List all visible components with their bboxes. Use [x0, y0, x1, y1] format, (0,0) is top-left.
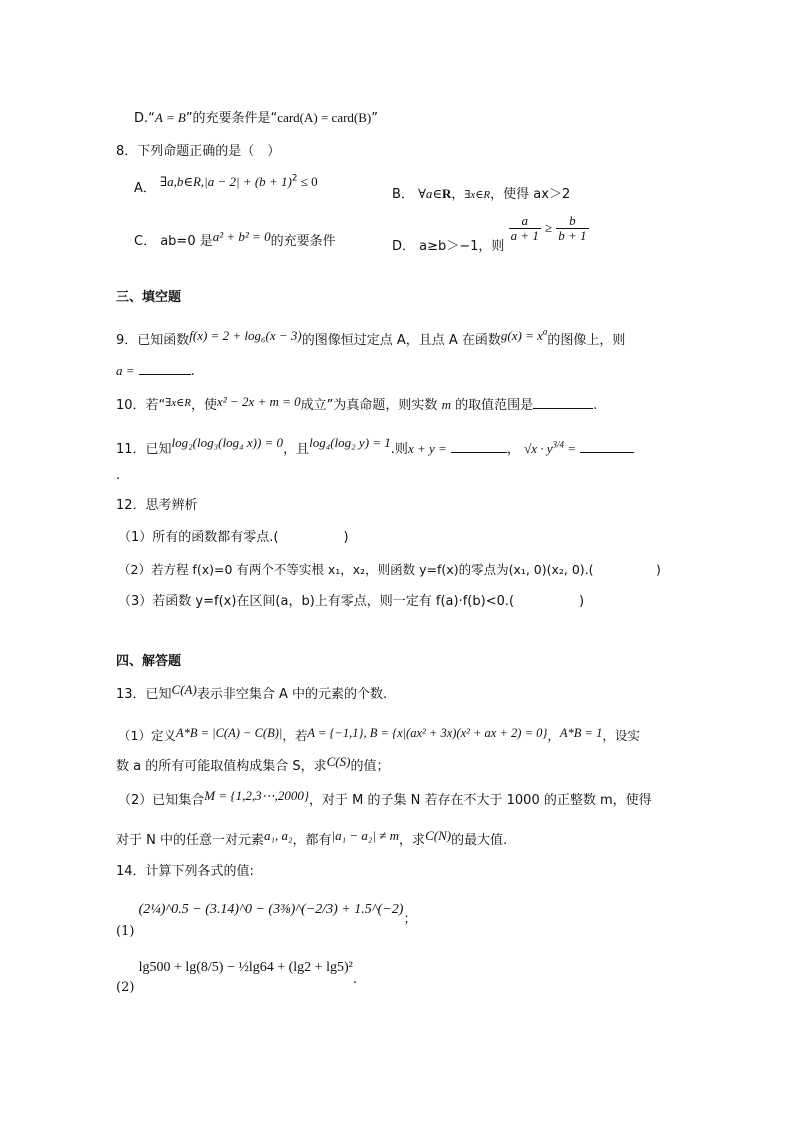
- q13-p1-text3: ，: [547, 728, 560, 743]
- q9-text1: 9．已知函数: [116, 333, 190, 348]
- q7-d-expr: A = B: [154, 110, 186, 125]
- q13-p2-expr2: a₁, a₂: [264, 828, 293, 843]
- q8-b-expr2: ∃x∈R: [464, 189, 491, 201]
- q8-c-label: C．: [134, 234, 157, 249]
- q9-text3: 的图像上，则: [547, 333, 626, 348]
- q9-expr2: g(x) = x: [500, 328, 543, 343]
- q8-b-expr1: ∀a∈: [418, 186, 443, 201]
- q13-p1-expr1: A*B = |C(A) − C(B)|: [175, 726, 283, 740]
- q8-d-den1: a + 1: [510, 228, 539, 243]
- q13-p1-text1: （1）定义: [118, 728, 176, 743]
- q10-answer-blank[interactable]: [533, 396, 593, 409]
- q8-d-den2: b + 1: [558, 228, 587, 243]
- q10-text1: 10．若“: [116, 398, 166, 413]
- q14-p2-label: (2): [116, 980, 135, 995]
- q13-p2-text2: ，对于 M 的子集 N 若存在不大于 1000 的正整数 m，使得: [309, 793, 652, 808]
- q11-comma: ，: [506, 442, 520, 457]
- q13-p2-line2c: ，求: [399, 833, 426, 848]
- q10-var: m: [441, 397, 451, 412]
- q11-text1: 11．已知: [116, 442, 172, 457]
- q9-answer-blank[interactable]: [139, 362, 191, 375]
- q11-expr3: x + y =: [407, 441, 447, 456]
- q8-d-num2: b: [556, 214, 588, 229]
- q13-p1-expr3: A*B = 1: [559, 726, 603, 740]
- q14-part1: [116, 900, 417, 939]
- q11-expr2: log₄(log₂ y) = 1: [309, 435, 391, 450]
- q11-blank-2[interactable]: [580, 440, 634, 453]
- q8-d-ge: ≥: [545, 220, 553, 235]
- q12-item-3: （3）若函数 y=f(x)在区间(a，b)上有零点，则一定有 f(a)·f(b)<0.( ): [118, 594, 585, 609]
- q13-p2-text1: （2）已知集合: [118, 793, 205, 808]
- section-3-heading: 三、填空题: [116, 290, 182, 305]
- q9-expr1: f(x) = 2 + log₆(x − 3): [189, 328, 302, 343]
- q7-d-mid: ”的充要条件是“: [185, 111, 278, 126]
- q13-p1-line2b: 的值；: [350, 759, 390, 774]
- q8-option-b: [392, 186, 570, 203]
- q13-p2-line2a: 对于 N 中的任意一对元素: [116, 833, 264, 848]
- q12-item-2: （2）若方程 f(x)=0 有两个不等实根 x₁，x₂，则函数 y=f(x)的零点为(x₁, 0)(x₂, 0).( ): [118, 562, 661, 577]
- q11-tail: .: [116, 468, 121, 483]
- q13-expr1: C(A): [171, 682, 197, 697]
- q9-text2: 的图像恒过定点 A，且点 A 在函数: [301, 333, 501, 348]
- q8-b-tail: ，使得 ax＞2: [490, 187, 571, 202]
- q8-b-mid: ，: [451, 187, 465, 202]
- q14-p2-tail: .: [352, 972, 357, 987]
- q14-p1-expr: (2¼)^0.5 − (3.14)^0 − (3⅜)^(−2/3) + 1.5^(−2): [138, 902, 404, 917]
- q13-p2-expr4: C(N): [425, 828, 452, 843]
- q10-tail: .: [593, 398, 598, 413]
- q13-text2: 表示非空集合 A 中的元素的个数.: [196, 687, 388, 702]
- q10-text2: ，使: [191, 398, 218, 413]
- q8-d-num1: a: [509, 214, 541, 229]
- q11-text2: ，且: [283, 442, 310, 457]
- q13-p2-expr3: |a₁ − a₂| ≠ m: [331, 828, 400, 843]
- q8-a-expr: ∃a,b∈R,|a − 2| + (b + 1): [160, 174, 292, 189]
- q7-d-prefix: D.“: [134, 111, 155, 126]
- q13-stem: [116, 682, 388, 703]
- q11-text3: .则: [390, 442, 408, 457]
- q9-line2: [116, 362, 195, 380]
- q14-part2: [116, 958, 357, 995]
- q9-answer-label: a =: [116, 363, 135, 378]
- q8-d-frac2: [556, 214, 588, 243]
- q8-option-a: A． ∃a,b∈R,|a − $2| + (b + 1)^2 \le 0$: [134, 173, 318, 196]
- q14-p2-expr: lg500 + lg(8/5) − ½lg64 + (lg2 + lg5)²: [138, 960, 353, 975]
- q9-tail: .: [190, 364, 195, 379]
- q14-p1-tail: ；: [403, 912, 417, 927]
- q11-expr4-sup: 3/4: [552, 439, 565, 450]
- q13-p2-line2d: 的最大值.: [451, 833, 508, 848]
- q10-expr2: x² − 2x + m = 0: [217, 394, 301, 409]
- q13-p1-text2: ，若: [282, 728, 308, 743]
- q14-p1-label: (1): [116, 924, 135, 939]
- q13-p1-text4: ，设实: [602, 728, 640, 743]
- q8-d-text1: a≥b＞−1，则: [419, 239, 505, 254]
- q8-d-label: D．: [392, 239, 416, 254]
- q13-p1-expr2: A = {−1,1}, B = {x|(ax² + 3x)(x² + ax + 2) = 0}: [307, 726, 548, 740]
- q12-item-1: （1）所有的函数都有零点.( ): [118, 530, 349, 545]
- q8-d-frac1: [509, 214, 541, 243]
- q13-part1-line1: [118, 728, 640, 744]
- q13-p1-line2a: 数 a 的所有可能取值构成集合 S，求: [116, 759, 327, 774]
- q13-p2-line2b: ，都有: [292, 833, 332, 848]
- q8-c-expr: a² + b² = 0: [212, 229, 271, 244]
- q12-stem: 12．思考辨析: [116, 498, 198, 513]
- q11-expr1: log₂(log₃(log₄ x)) = 0: [171, 435, 284, 450]
- q10-text4: 的取值范围是: [455, 398, 534, 413]
- q13-p2-expr1: M = {1,2,3⋯,2000}: [204, 788, 310, 803]
- q13-p1-expr4: C(S): [326, 754, 351, 769]
- q13-text1: 13．已知: [116, 687, 172, 702]
- q10-line: [116, 396, 597, 414]
- q8-c-text2: 的充要条件: [270, 234, 336, 249]
- q11-line: [116, 435, 634, 458]
- q11-blank-1[interactable]: [451, 440, 507, 453]
- q14-stem: 14．计算下列各式的值:: [116, 864, 254, 879]
- q8-c-text1: ab=0 是: [160, 234, 213, 249]
- q8-stem: 8．下列命题正确的是（ ）: [116, 144, 281, 159]
- q8-b-R: R: [442, 186, 452, 201]
- q7-d-suffix: ”: [371, 111, 378, 126]
- q7-d-expr2: card(A) = card(B): [277, 110, 372, 125]
- q13-part2-line1: [118, 788, 652, 809]
- q13-part1-line2: [116, 754, 390, 775]
- q10-text3: 成立”为真命题，则实数: [300, 398, 438, 413]
- q8-a-tail: ≤ 0: [297, 174, 318, 189]
- q9-expr2-sup: a: [542, 326, 548, 337]
- section-4-heading: 四、解答题: [116, 654, 182, 669]
- q8-option-d: [392, 213, 589, 254]
- q11-expr4-eq: =: [564, 441, 577, 456]
- q7-option-d: [134, 110, 378, 127]
- q11-expr4: √x · y: [524, 441, 553, 456]
- q8-option-c: [134, 229, 336, 250]
- q8-b-label: B．: [392, 187, 414, 202]
- q9-line1: [116, 326, 626, 349]
- q10-expr1: ∃x∈R: [165, 397, 191, 409]
- q8-a-label: A．: [134, 181, 156, 196]
- q13-part2-line2: [116, 828, 508, 849]
